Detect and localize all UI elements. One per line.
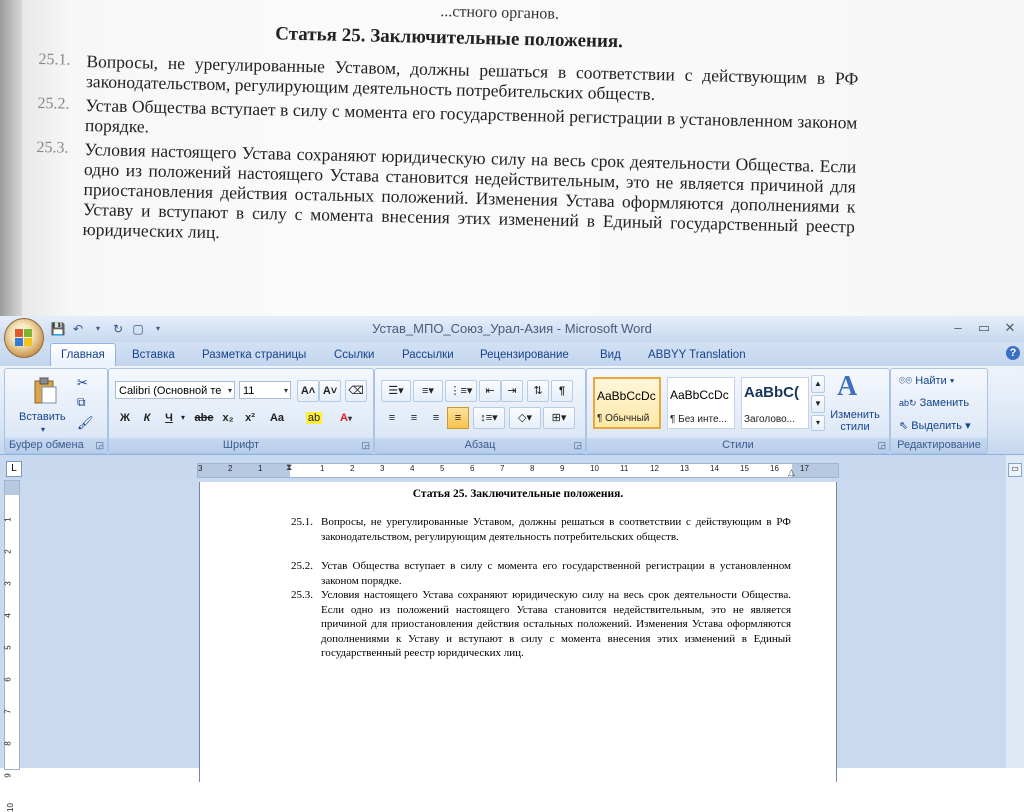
multilevel-list-icon[interactable]: ⋮≡▾: [445, 380, 477, 402]
vruler-tick-label: 7: [3, 709, 13, 714]
font-name-value: Calibri (Основной те: [119, 385, 222, 397]
ruler-tick-label: 9: [560, 464, 565, 473]
ruler-tick-label: 13: [680, 464, 689, 473]
document-page[interactable]: [199, 482, 837, 782]
tab-home[interactable]: Главная: [50, 343, 116, 368]
scan-item-text: Устав Общества вступает в силу с момента его государственной регистрации в установленном законом порядке.: [84, 95, 858, 137]
shrink-font-button[interactable]: A˅: [319, 380, 341, 402]
word-window: [0, 316, 1024, 812]
underline-button[interactable]: Ч: [165, 412, 173, 424]
style-no-spacing[interactable]: [667, 377, 735, 429]
customize-qat-icon[interactable]: ▾: [155, 324, 160, 333]
doc-item-num: 25.2.: [291, 560, 313, 572]
vruler-tick-label: 2: [3, 549, 13, 554]
vruler-tick-label: 3: [3, 581, 13, 586]
scan-text-block: [34, 0, 859, 261]
show-marks-icon[interactable]: ¶: [551, 380, 573, 402]
borders-icon[interactable]: ⊞▾: [543, 407, 575, 429]
select-label: Выделить: [911, 420, 963, 432]
shading-icon[interactable]: ◇▾: [509, 407, 541, 429]
strikethrough-button[interactable]: abe: [194, 412, 214, 424]
align-right-icon[interactable]: ≡: [432, 412, 440, 424]
editing-group: [890, 368, 988, 454]
office-logo-icon: [15, 329, 33, 347]
style-preview: AaBbCcDc: [597, 389, 656, 403]
clipboard-group: [4, 368, 108, 454]
ruler-tick-label: 3: [380, 464, 385, 473]
styles-group-label: Стили: [587, 438, 889, 453]
scan-item-num: 25.2.: [37, 94, 70, 113]
sort-icon[interactable]: ⇅: [527, 380, 549, 402]
styles-group: [586, 368, 890, 454]
doc-item: [291, 588, 791, 661]
ruler-tick-label: 5: [440, 464, 445, 473]
scan-item-text: Вопросы, не урегулированные Уставом, должны решаться в соответствии с действующим в РФ законодательством, регулирующим деятельность потребительских обществ.: [85, 51, 859, 104]
chevron-down-icon[interactable]: ▾: [41, 425, 46, 434]
style-name: ¶ Обычный: [597, 413, 650, 424]
vruler-tick-label: 6: [3, 677, 13, 682]
vruler-tick-label: 8: [3, 741, 13, 746]
binoculars-icon: ⌾⌾: [899, 375, 913, 387]
scan-item-num: 25.1.: [38, 50, 71, 69]
format-painter-icon[interactable]: 🖌: [77, 415, 94, 430]
tab-view[interactable]: Вид: [600, 349, 621, 361]
increase-indent-icon[interactable]: ⇥: [501, 380, 523, 402]
font-color-icon[interactable]: A▾: [340, 412, 352, 424]
styles-more-icon[interactable]: ▾: [811, 415, 825, 431]
scanned-page-photo: [0, 0, 1024, 316]
vruler-top-margin: [5, 481, 19, 495]
doc-item: [291, 559, 791, 588]
ruler-tick-label: 17: [800, 464, 809, 473]
ruler-tick-label: 10: [590, 464, 599, 473]
scroll-up-icon[interactable]: ▲: [811, 375, 825, 393]
doc-item-num: 25.3.: [291, 589, 313, 601]
ruler-tick-label: 7: [500, 464, 505, 473]
undo-icon[interactable]: ↶: [72, 322, 84, 336]
save-icon[interactable]: 💾: [50, 322, 66, 336]
bullets-icon[interactable]: ☰▾: [381, 380, 411, 402]
replace-icon: ab↻: [899, 398, 917, 408]
font-group: [108, 368, 374, 454]
tab-insert[interactable]: Вставка: [132, 349, 175, 361]
font-name-combo[interactable]: [115, 381, 235, 399]
ribbon-tabs: [0, 342, 1024, 366]
decrease-indent-icon[interactable]: ⇤: [479, 380, 501, 402]
chevron-down-icon[interactable]: ▾: [180, 413, 185, 422]
chevron-down-icon: ▾: [283, 386, 288, 395]
cut-icon[interactable]: ✂: [77, 375, 88, 390]
tab-page-layout[interactable]: Разметка страницы: [202, 349, 307, 361]
chevron-down-icon[interactable]: ▾: [95, 324, 100, 333]
subscript-button[interactable]: x₂: [222, 412, 234, 424]
title-bar: [0, 316, 1024, 342]
grow-font-button[interactable]: A˄: [297, 380, 319, 402]
doc-item-num: 25.1.: [291, 516, 313, 528]
vruler-tick-label: 5: [3, 645, 13, 650]
vruler-tick-label: 9: [3, 773, 13, 778]
change-styles-button[interactable]: Изменить стили: [830, 409, 880, 433]
align-center-icon[interactable]: ≡: [410, 412, 418, 424]
style-preview: AaBbC(: [744, 384, 799, 401]
minimize-button[interactable]: –: [954, 320, 962, 335]
style-preview: AaBbCcDc: [670, 388, 729, 402]
dialog-launcher-icon[interactable]: ◲: [361, 440, 370, 450]
ruler-tick-label: 12: [650, 464, 659, 473]
change-styles-icon[interactable]: A: [837, 371, 858, 402]
paragraph-group: [374, 368, 586, 454]
tab-review[interactable]: Рецензирование: [480, 349, 569, 361]
editing-group-label: Редактирование: [891, 438, 987, 453]
ruler-tick-label: 1: [258, 464, 263, 473]
scan-top-line: ...стного органов.: [440, 3, 560, 23]
italic-button[interactable]: К: [143, 412, 151, 424]
ruler-tick-label: 11: [620, 464, 629, 473]
chevron-down-icon: ▾: [227, 386, 232, 395]
replace-button[interactable]: [899, 397, 969, 409]
doc-item-text: Устав Общества вступает в силу с момента его государственной регистрации в установленном законом порядке.: [321, 560, 791, 587]
doc-title: Статья 25. Заключительные положения.: [412, 488, 624, 500]
ribbon: [0, 366, 1024, 455]
find-button[interactable]: ⌾⌾ Найти ▾: [899, 375, 955, 387]
paragraph-group-label: Абзац: [375, 438, 585, 453]
cursor-icon: ⇖: [899, 420, 909, 432]
paste-button[interactable]: Вставить: [19, 411, 66, 423]
paste-icon[interactable]: [29, 375, 59, 405]
tab-references[interactable]: Ссылки: [334, 349, 375, 361]
quick-access-toolbar: [50, 320, 166, 338]
clipboard-group-label: Буфер обмена: [5, 438, 107, 453]
ruler-tick-label: 3: [198, 464, 203, 473]
ruler-tick-label: 16: [770, 464, 779, 473]
horizontal-ruler[interactable]: [197, 463, 839, 478]
scan-title: Статья 25. Заключительные положения.: [275, 23, 624, 53]
scan-item-num: 25.3.: [36, 138, 69, 157]
dialog-launcher-icon[interactable]: ◲: [573, 440, 582, 450]
vertical-ruler[interactable]: [3, 480, 20, 812]
close-button[interactable]: ✕: [1004, 320, 1016, 335]
vertical-scrollbar[interactable]: [1006, 455, 1024, 768]
page-fold-shadow: [0, 0, 22, 316]
indent-marker-icon[interactable]: ⧗: [286, 462, 293, 472]
tab-abbyy-translation[interactable]: ABBYY Translation: [648, 349, 746, 361]
copy-icon[interactable]: ⧉: [77, 395, 86, 409]
office-button[interactable]: [4, 318, 44, 358]
ruler-tick-label: 6: [470, 464, 475, 473]
style-heading-1[interactable]: [741, 377, 809, 429]
ruler-tick-label: 2: [228, 464, 233, 473]
vruler-tick-label: 4: [3, 613, 13, 618]
right-indent-marker-icon[interactable]: △: [788, 467, 795, 477]
ruler-right-margin: [792, 464, 838, 477]
numbering-icon[interactable]: ≡▾: [413, 380, 443, 402]
tab-selector-button[interactable]: L: [6, 461, 22, 477]
ruler-toggle-icon[interactable]: ▭: [1008, 463, 1022, 477]
window-title: Устав_МПО_Союз_Урал-Азия - Microsoft Word: [372, 321, 652, 336]
doc-item-text: Вопросы, не урегулированные Уставом, должны решаться в соответствии с действующим в РФ законодательством, регулирующим деятельность потребительских обществ.: [321, 516, 791, 543]
ruler-row: [0, 455, 1024, 479]
dialog-launcher-icon[interactable]: ◲: [877, 440, 886, 450]
dialog-launcher-icon[interactable]: ◲: [95, 440, 104, 450]
superscript-button[interactable]: x²: [245, 412, 255, 424]
style-normal[interactable]: [593, 377, 661, 429]
find-label: Найти: [915, 375, 947, 387]
ruler-tick-label: 2: [350, 464, 355, 473]
style-name: ¶ Без инте...: [670, 414, 727, 425]
line-spacing-icon[interactable]: ↕≡▾: [473, 407, 505, 429]
tab-mailings[interactable]: Рассылки: [402, 349, 454, 361]
highlight-icon[interactable]: ab: [307, 412, 321, 424]
justify-icon[interactable]: ≡: [447, 407, 469, 429]
select-button[interactable]: ⇖ Выделить ▾: [899, 420, 971, 432]
redo-icon[interactable]: ↻: [112, 322, 124, 336]
restore-button[interactable]: ▭: [977, 320, 991, 335]
scroll-down-icon[interactable]: ▼: [811, 395, 825, 413]
vruler-tick-label: 1: [3, 517, 13, 522]
font-size-value: 11: [243, 385, 255, 397]
ruler-tick-label: 8: [530, 464, 535, 473]
scan-item: [34, 138, 856, 257]
ruler-tick-label: 1: [320, 464, 325, 473]
help-icon[interactable]: ?: [1006, 346, 1020, 360]
align-left-icon[interactable]: ≡: [388, 412, 396, 424]
change-case-button[interactable]: Aa: [269, 412, 285, 424]
doc-item-text: Условия настоящего Устава сохраняют юридическую силу на весь срок деятельности Общества. Если одно из положений настоящего Устава становится недействительным, это не является причиной для приостановления действия остальных положений. Изменения Устава оформляются дополнениями к Уставу и вступают в силу с момента внесения этих изменений в Единый государственный реестр юридических лиц.: [321, 589, 791, 659]
scan-item-text: Условия настоящего Устава сохраняют юридическую силу на весь срок деятельности Общества. Если одно из положений настоящего Устава становится недействительным, это не является причиной для приостановления действия остальных положений. Изменения Устава оформляются дополнениями к Уставу и вступают в силу с момента внесения этих изменений в Единый государственный реестр юридических лиц.: [82, 139, 857, 243]
ruler-tick-label: 14: [710, 464, 719, 473]
ruler-tick-label: 15: [740, 464, 749, 473]
ruler-left-margin: [198, 462, 293, 477]
ruler-tick-label: 4: [410, 464, 415, 473]
new-document-icon[interactable]: ▢: [132, 322, 144, 336]
clear-formatting-icon[interactable]: ⌫: [345, 380, 367, 402]
style-name: Заголово...: [744, 414, 795, 425]
window-controls: [950, 319, 1018, 337]
doc-item: [291, 515, 791, 544]
font-size-combo[interactable]: [239, 381, 291, 399]
vruler-tick-label: 10: [5, 803, 15, 812]
font-group-label: Шрифт: [109, 438, 373, 453]
bold-button[interactable]: Ж: [120, 412, 130, 424]
replace-label: Заменить: [919, 397, 970, 409]
